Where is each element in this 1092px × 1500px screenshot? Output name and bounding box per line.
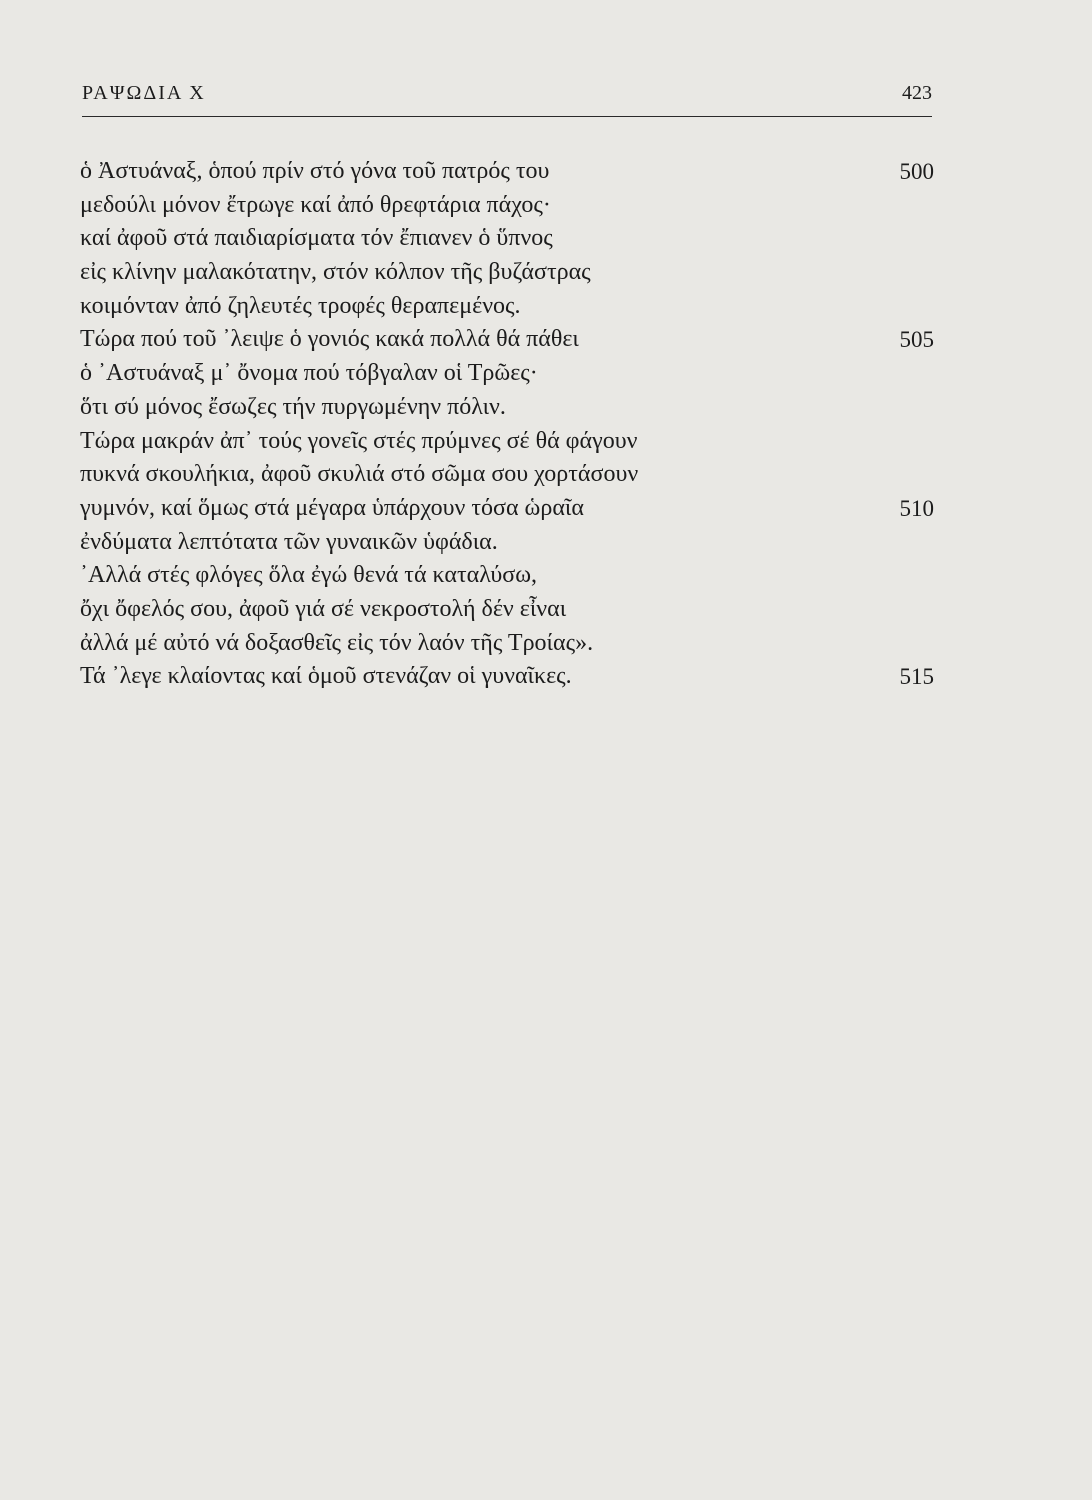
verse-line bbox=[80, 425, 934, 459]
verse-text: εἰς κλίνην μαλακότατην, στόν κόλπον τῆς βυζάστρας bbox=[80, 259, 591, 286]
verse-text: ὄχι ὄφελός σου, ἀφοῦ γιά σέ νεκροστολή δέν εἶναι bbox=[80, 595, 567, 622]
verse-line bbox=[80, 458, 934, 492]
header-rule bbox=[82, 116, 932, 117]
verse-number: 505 bbox=[899, 327, 934, 353]
verse-block bbox=[80, 155, 934, 694]
verse-number: 515 bbox=[899, 664, 934, 690]
verse-line bbox=[80, 155, 934, 189]
page-number: 423 bbox=[902, 82, 932, 104]
running-head bbox=[82, 82, 932, 112]
verse-text: καί ἀφοῦ στά παιδιαρίσματα τόν ἔπιανεν ὁ ὕπνος bbox=[80, 225, 553, 252]
verse-line bbox=[80, 627, 934, 661]
verse-text: πυκνά σκουλήκια, ἀφοῦ σκυλιά στό σῶμα σου χορτάσουν bbox=[80, 461, 639, 488]
verse-text: Τώρα πού τοῦ ᾽λειψε ὁ γονιός κακά πολλά θά πάθει bbox=[80, 326, 579, 353]
verse-number: 500 bbox=[899, 159, 934, 184]
verse-line bbox=[80, 323, 934, 357]
verse-text: ὁ ᾽Αστυάναξ μ᾽ ὄνομα πού τόβγαλαν οἱ Τρῶες· bbox=[80, 360, 538, 387]
verse-text: κοιμόνταν ἀπό ζηλευτές τροφές θεραπεμένος. bbox=[80, 292, 521, 319]
verse-line bbox=[80, 256, 934, 290]
verse-line bbox=[80, 357, 934, 391]
verse-line bbox=[80, 526, 934, 560]
verse-text: μεδούλι μόνον ἔτρωγε καί ἀπό θρεφτάρια πάχος· bbox=[80, 191, 551, 218]
verse-line bbox=[80, 492, 934, 526]
verse-text: ὅτι σύ μόνος ἔσωζες τήν πυργωμένην πόλιν. bbox=[80, 393, 506, 420]
verse-line bbox=[80, 391, 934, 425]
verse-line bbox=[80, 222, 934, 256]
verse-line bbox=[80, 189, 934, 223]
verse-text: ὁ Ἀστυάναξ, ὁπού πρίν στό γόνα τοῦ πατρός του bbox=[80, 158, 550, 184]
running-title: ΡΑΨΩΔΙΑ Χ bbox=[82, 82, 206, 104]
verse-line bbox=[80, 559, 934, 593]
verse-line bbox=[80, 593, 934, 627]
verse-text: ἀλλά μέ αὐτό νά δοξασθεῖς εἰς τόν λαόν τῆς Τροίας». bbox=[80, 629, 594, 656]
verse-line bbox=[80, 660, 934, 694]
verse-number: 510 bbox=[899, 495, 934, 521]
verse-text: ἐνδύματα λεπτότατα τῶν γυναικῶν ὑφάδια. bbox=[80, 528, 498, 555]
verse-text: γυμνόν, καί ὅμως στά μέγαρα ὑπάρχουν τόσα ὡραῖα bbox=[80, 494, 584, 521]
verse-line bbox=[80, 290, 934, 324]
verse-text: ᾽Αλλά στές φλόγες ὅλα ἐγώ θενά τά καταλύσω, bbox=[80, 562, 538, 589]
verse-text: Τώρα μακράν ἀπ᾽ τούς γονεῖς στές πρύμνες σέ θά φάγουν bbox=[80, 427, 638, 454]
verse-text: Τά ᾽λεγε κλαίοντας καί ὁμοῦ στενάζαν οἱ γυναῖκες. bbox=[80, 663, 572, 690]
